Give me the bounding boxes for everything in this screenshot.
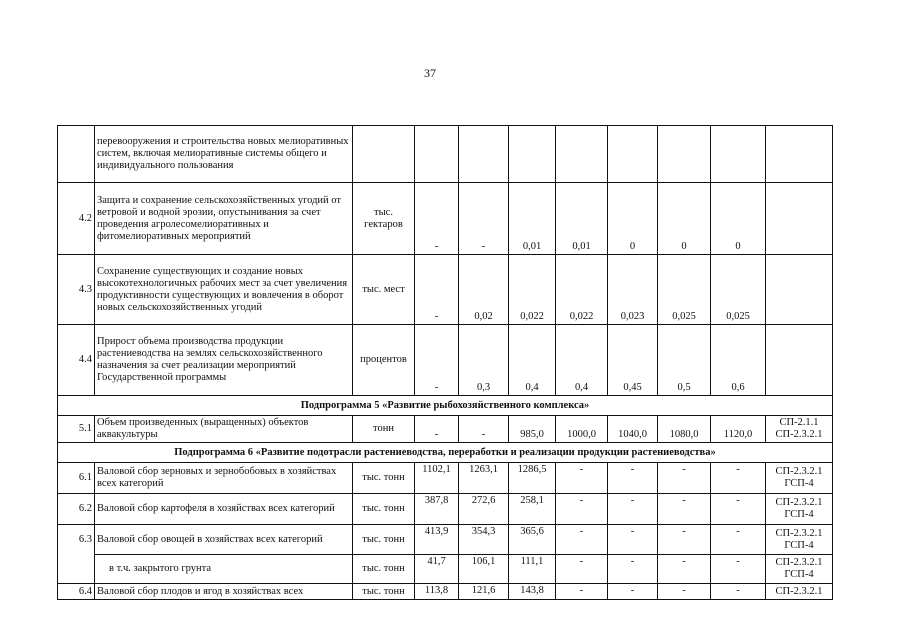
indicator-name: Валовой сбор овощей в хозяйствах всех категорий <box>95 525 353 555</box>
value-cell: 113,8 <box>415 584 459 600</box>
code-cell: СП-2.3.2.1 ГСП-4 <box>766 494 833 525</box>
unit-cell <box>353 126 415 183</box>
table-row <box>58 255 833 325</box>
code-cell <box>766 126 833 183</box>
value-cell: - <box>658 584 711 600</box>
value-cell: 106,1 <box>459 555 509 584</box>
subprogram-heading: Подпрограмма 5 «Развитие рыбохозяйственного комплекса» <box>58 396 833 416</box>
value-cell: 1080,0 <box>658 416 711 443</box>
value-cell: - <box>608 555 658 584</box>
value-cell: - <box>711 584 766 600</box>
table-row <box>58 416 833 443</box>
value-cell: 121,6 <box>459 584 509 600</box>
value-cell: 0 <box>608 183 658 255</box>
value-cell: 0,01 <box>509 183 556 255</box>
indicator-name: Валовой сбор зерновых и зернобобовых в хозяйствах всех категорий <box>95 463 353 494</box>
row-number: 5.1 <box>58 416 95 443</box>
value-cell: 354,3 <box>459 525 509 555</box>
value-cell: 985,0 <box>509 416 556 443</box>
value-cell: - <box>608 463 658 494</box>
code-cell: СП-2.1.1 СП-2.3.2.1 <box>766 416 833 443</box>
code-cell: СП-2.3.2.1 ГСП-4 <box>766 525 833 555</box>
value-cell <box>711 126 766 183</box>
value-cell: - <box>711 525 766 555</box>
value-cell: - <box>556 494 608 525</box>
value-cell: 0,022 <box>509 255 556 325</box>
value-cell: 41,7 <box>415 555 459 584</box>
row-number: 6.3 <box>58 525 95 555</box>
value-cell: - <box>608 584 658 600</box>
value-cell: 1286,5 <box>509 463 556 494</box>
code-cell: СП-2.3.2.1 <box>766 584 833 600</box>
table-row <box>58 126 833 183</box>
unit-cell: тыс. тонн <box>353 555 415 584</box>
value-cell: - <box>711 555 766 584</box>
table-row <box>58 525 833 555</box>
value-cell: - <box>415 325 459 396</box>
row-number: 4.3 <box>58 255 95 325</box>
value-cell <box>658 126 711 183</box>
value-cell: 0,01 <box>556 183 608 255</box>
value-cell <box>556 126 608 183</box>
indicator-name: в т.ч. закрытого грунта <box>95 555 353 584</box>
table-row <box>58 463 833 494</box>
table-row <box>58 555 833 584</box>
subprogram-heading: Подпрограмма 6 «Развитие подотрасли растениеводства, переработки и реализации продукции растениеводства» <box>58 443 833 463</box>
unit-cell: тыс. тонн <box>353 494 415 525</box>
indicator-name: Валовой сбор картофеля в хозяйствах всех категорий <box>95 494 353 525</box>
row-number: 6.1 <box>58 463 95 494</box>
code-cell <box>766 183 833 255</box>
row-number: 6.4 <box>58 584 95 600</box>
value-cell: - <box>608 494 658 525</box>
value-cell: - <box>658 463 711 494</box>
value-cell <box>608 126 658 183</box>
row-number: 6.2 <box>58 494 95 525</box>
value-cell: 0 <box>658 183 711 255</box>
value-cell: 258,1 <box>509 494 556 525</box>
value-cell: 0,022 <box>556 255 608 325</box>
value-cell: 413,9 <box>415 525 459 555</box>
value-cell: - <box>658 494 711 525</box>
unit-cell: тыс. гектаров <box>353 183 415 255</box>
unit-cell: тыс. тонн <box>353 525 415 555</box>
code-cell: СП-2.3.2.1 ГСП-4 <box>766 555 833 584</box>
unit-cell: тыс. мест <box>353 255 415 325</box>
value-cell <box>509 126 556 183</box>
row-number: 4.2 <box>58 183 95 255</box>
unit-cell: тыс. тонн <box>353 463 415 494</box>
value-cell: 0,023 <box>608 255 658 325</box>
value-cell: 1263,1 <box>459 463 509 494</box>
value-cell: 365,6 <box>509 525 556 555</box>
indicator-name: Защита и сохранение сельскохозяйственных угодий от ветровой и водной эрозии, опустынивания за счет проведения агролесомелиоративных и фитомелиоративных мероприятий <box>95 183 353 255</box>
unit-cell: тыс. тонн <box>353 584 415 600</box>
value-cell: - <box>415 183 459 255</box>
code-cell <box>766 325 833 396</box>
value-cell: 0,4 <box>556 325 608 396</box>
unit-cell: тонн <box>353 416 415 443</box>
value-cell: 272,6 <box>459 494 509 525</box>
indicators-table <box>57 125 833 600</box>
value-cell: - <box>556 463 608 494</box>
value-cell: 1000,0 <box>556 416 608 443</box>
page-number: 37 <box>424 66 436 80</box>
value-cell: 0,02 <box>459 255 509 325</box>
indicator-name: Прирост объема производства продукции растениеводства на землях сельскохозяйственного назначения за счет реализации мероприятий Государственной программы <box>95 325 353 396</box>
table-row <box>58 183 833 255</box>
value-cell: - <box>556 555 608 584</box>
value-cell: - <box>415 255 459 325</box>
value-cell: 0,5 <box>658 325 711 396</box>
code-cell <box>766 255 833 325</box>
value-cell: 1040,0 <box>608 416 658 443</box>
value-cell: 0 <box>711 183 766 255</box>
table-row <box>58 325 833 396</box>
value-cell: - <box>415 416 459 443</box>
value-cell: 143,8 <box>509 584 556 600</box>
subprogram-row <box>58 443 833 463</box>
value-cell: - <box>556 584 608 600</box>
indicator-name: Валовой сбор плодов и ягод в хозяйствах всех <box>95 584 353 600</box>
table-row <box>58 584 833 600</box>
unit-cell: процентов <box>353 325 415 396</box>
value-cell: - <box>459 183 509 255</box>
indicator-name: Объем произведенных (выращенных) объектов аквакультуры <box>95 416 353 443</box>
value-cell: - <box>658 555 711 584</box>
value-cell: 0,4 <box>509 325 556 396</box>
value-cell: - <box>658 525 711 555</box>
table-body <box>58 126 833 600</box>
value-cell: 0,3 <box>459 325 509 396</box>
value-cell: - <box>459 416 509 443</box>
value-cell: 1120,0 <box>711 416 766 443</box>
row-number <box>58 126 95 183</box>
table-row <box>58 494 833 525</box>
value-cell: 0,45 <box>608 325 658 396</box>
indicator-name: Сохранение существующих и создание новых высокотехнологичных рабочих мест за счет увеличения продуктивности существующих и вовлечения в оборот новых сельскохозяйственных угодий <box>95 255 353 325</box>
value-cell: 0,6 <box>711 325 766 396</box>
code-cell: СП-2.3.2.1 ГСП-4 <box>766 463 833 494</box>
value-cell: 111,1 <box>509 555 556 584</box>
value-cell: - <box>608 525 658 555</box>
value-cell: - <box>711 463 766 494</box>
row-number: 4.4 <box>58 325 95 396</box>
value-cell: 0,025 <box>711 255 766 325</box>
value-cell: - <box>556 525 608 555</box>
value-cell: - <box>711 494 766 525</box>
value-cell <box>415 126 459 183</box>
subprogram-row <box>58 396 833 416</box>
value-cell: 387,8 <box>415 494 459 525</box>
value-cell <box>459 126 509 183</box>
value-cell: 1102,1 <box>415 463 459 494</box>
value-cell: 0,025 <box>658 255 711 325</box>
indicator-name: перевооружения и строительства новых мелиоративных систем, включая мелиоративные системы общего и индивидуального пользования <box>95 126 353 183</box>
row-number <box>58 555 95 584</box>
